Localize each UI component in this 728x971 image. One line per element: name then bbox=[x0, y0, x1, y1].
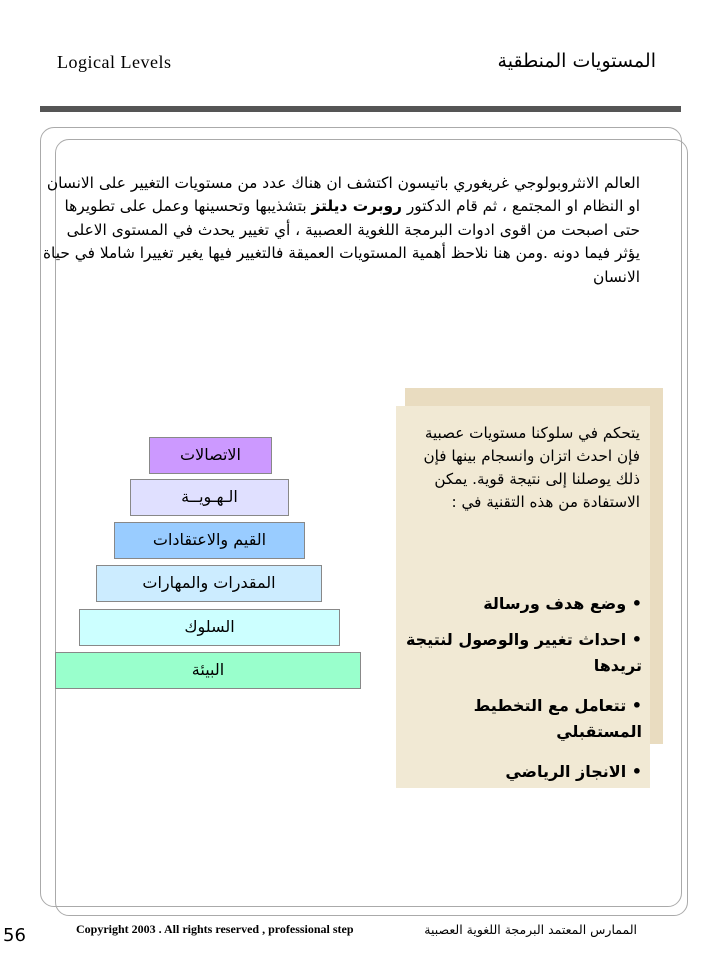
page-number: 56 bbox=[3, 925, 26, 946]
tip-item-label: احداث تغيير والوصول لنتيجة تريدها bbox=[405, 630, 642, 675]
tip-item bbox=[404, 627, 642, 679]
header-title-arabic: المستويات المنطقية bbox=[497, 50, 656, 72]
header-title-english: Logical Levels bbox=[57, 52, 172, 72]
level-behavior: السلوك bbox=[79, 609, 340, 646]
tip-item-label: تتعامل مع التخطيط المستقبلي bbox=[473, 696, 642, 741]
bullet-icon: • bbox=[626, 762, 642, 781]
level-values-beliefs: القيم والاعتقادات bbox=[114, 522, 305, 559]
bullet-icon: • bbox=[626, 594, 642, 613]
level-communications: الاتصالات bbox=[149, 437, 272, 474]
tip-item-label: الانجاز الرياضي bbox=[505, 762, 627, 781]
copyright-text: Copyright 2003 . All rights reserved , professional step bbox=[76, 922, 354, 936]
intro-highlight-name: روبرت ديلتز bbox=[311, 197, 402, 216]
header-divider bbox=[40, 106, 681, 112]
bullet-icon: • bbox=[626, 630, 642, 649]
tip-item bbox=[404, 759, 642, 785]
intro-paragraph bbox=[40, 172, 640, 289]
tip-item-label: وضع هدف ورسالة bbox=[483, 594, 627, 613]
tips-intro-text: يتحكم في سلوكنا مستويات عصبية فإن احدث اتزان وانسجام بينها فإن ذلك يوصلنا إلى نتيجة قوية. يمكن الاستفادة من هذه التقنية في : bbox=[423, 424, 640, 511]
intro-text-end: بتشذيبها وتحسينها وعمل على تطويرها حتى اصبحت من اقوى ادوات البرمجة اللغوية العصبية ، أي تغيير يحدث في المستوى الاعلى يؤثر فيما دونه .ومن هنا نلاحظ أهمية المستويات العميقة فالتغيير فيها يغير تغييرا شاملا في حياة الانسان bbox=[42, 197, 640, 286]
tip-item bbox=[404, 693, 642, 745]
tip-item bbox=[404, 591, 642, 617]
intro-text-start: العالم الانثروبولوجي غريغوري باتيسون اكتشف ان هناك عدد من مستويات التغيير على الانسان او النظام او المجتمع ، ثم قام الدكتور bbox=[46, 174, 640, 216]
level-environment: البيئة bbox=[55, 652, 361, 689]
level-identity: الـهـويــة bbox=[130, 479, 289, 516]
footer-arabic-text: الممارس المعتمد البرمجة اللغوية العصبية bbox=[424, 922, 637, 937]
bullet-icon: • bbox=[626, 696, 642, 715]
level-capabilities: المقدرات والمهارات bbox=[96, 565, 322, 602]
